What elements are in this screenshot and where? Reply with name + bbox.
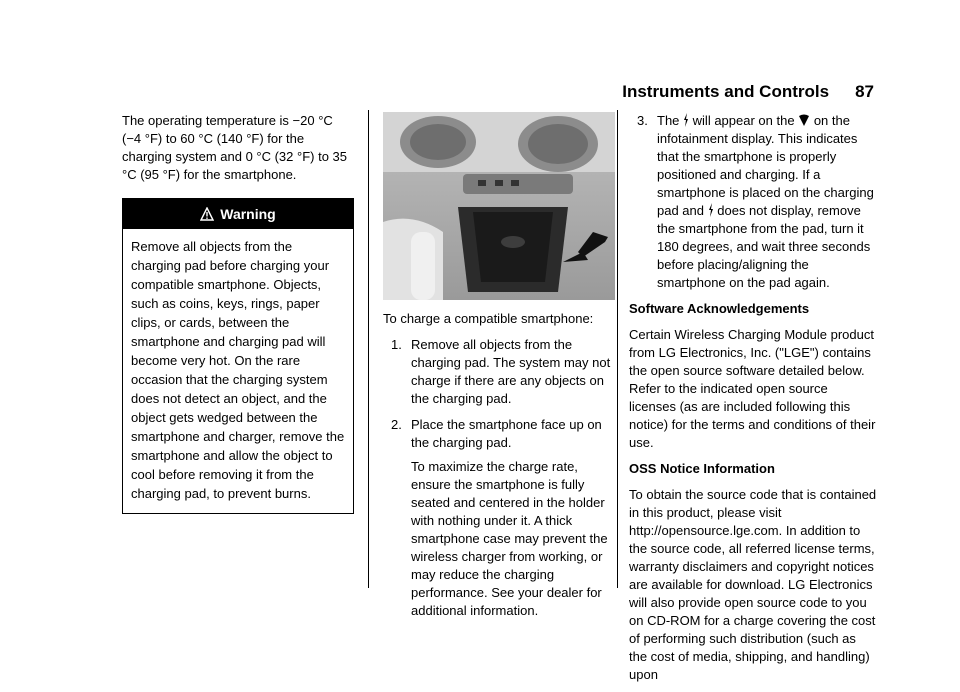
list-item bbox=[629, 112, 877, 292]
step3-text-d: does not display, remove the smartphone from the pad, turn it 180 degrees, and wait three seconds before placing/aligning the smartphone on the pad again. bbox=[657, 203, 871, 290]
column-divider bbox=[617, 110, 618, 588]
section-title: Instruments and Controls bbox=[622, 82, 830, 101]
list-item bbox=[383, 416, 615, 626]
temperature-paragraph: The operating temperature is −20 °C (−4 °F) to 60 °C (140 °F) for the charging system and 0 °C (32 °F) to 35 °C (95 °F) for the smartphone. bbox=[122, 113, 347, 182]
oss-text: To obtain the source code that is contained in this product, please visit http://opensource.lge.com. In addition to the source code, all referred license terms, warranty disclaimers and copyright notices are available for download. LG Electronics will also provide open source code to you on CD-ROM for a charge covering the cost of performing such distribution (such as the cost of media, shipping, and handling) upon bbox=[629, 487, 877, 682]
step-text: Remove all objects from the charging pad. The system may not charge if there are any objects on the charging pad. bbox=[411, 337, 611, 406]
step-text: Place the smartphone face up on the charging pad. bbox=[411, 417, 602, 450]
warning-icon bbox=[200, 207, 214, 221]
step3-text-b: will appear on the bbox=[692, 113, 795, 128]
column-3 bbox=[629, 112, 877, 692]
column-2 bbox=[383, 112, 615, 634]
column-divider bbox=[368, 110, 369, 588]
software-text: Certain Wireless Charging Module product from LG Electronics, Inc. ("LGE") contains the open source software detailed below. Refer to the indicated open source licenses (as are included following this notice) for the terms and conditions of their use. bbox=[629, 327, 876, 450]
phone-status-icon bbox=[798, 114, 810, 127]
charge-steps-continued bbox=[629, 112, 877, 292]
warning-header bbox=[123, 199, 353, 229]
page-number: 87 bbox=[855, 82, 874, 101]
page-header bbox=[622, 82, 874, 102]
warning-text: Remove all objects from the charging pad before charging your compatible smartphone. Objects, such as coins, keys, rings, paper clips, or cards, between the smartphone and charging pad will become very hot. On the rare occasion that the charging system does not detect an object, and the object gets wedged between the smartphone and charger, remove the smartphone and allow the object to cool before removing it from the charging pad, to prevent burns. bbox=[131, 239, 345, 501]
charge-steps bbox=[383, 336, 615, 626]
step-text bbox=[657, 112, 877, 292]
step3-text-a: The bbox=[657, 113, 680, 128]
warning-box bbox=[122, 198, 354, 514]
list-item bbox=[383, 336, 615, 408]
software-heading: Software Acknowledgements bbox=[629, 301, 810, 316]
charging-pad-photo bbox=[383, 112, 615, 300]
oss-heading: OSS Notice Information bbox=[629, 461, 775, 476]
step-number: 1. bbox=[391, 337, 402, 352]
step-note: To maximize the charge rate, ensure the smartphone is fully seated and centered in the holder with nothing under it. A thick smartphone case may prevent the wireless charger from working, or may reduce the charging performance. See your dealer for additional information. bbox=[411, 459, 608, 618]
warning-title: Warning bbox=[220, 206, 276, 222]
step-number: 2. bbox=[391, 417, 402, 432]
step-number: 3. bbox=[637, 113, 648, 128]
step3-text-c: on the infotainment display. This indicates that the smartphone is properly positioned and charging. If a smartphone is placed on the charging pad and bbox=[657, 113, 874, 218]
charge-lead: To charge a compatible smartphone: bbox=[383, 311, 594, 326]
charging-bolt-icon bbox=[683, 113, 689, 127]
charging-bolt-icon bbox=[708, 203, 714, 217]
column-1 bbox=[122, 112, 354, 514]
